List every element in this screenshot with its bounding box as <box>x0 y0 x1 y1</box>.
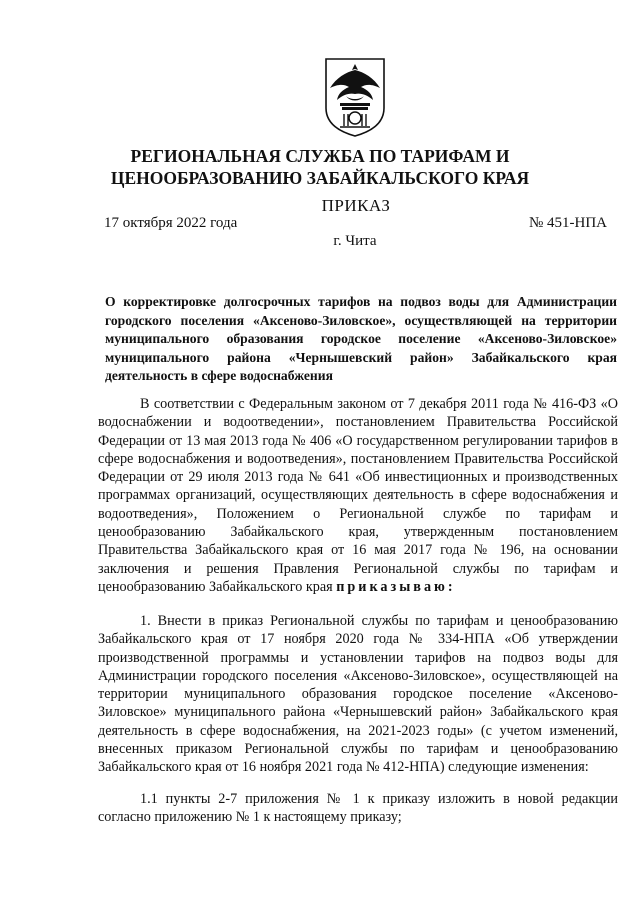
document-number: № 451-НПА <box>528 215 607 231</box>
document-type: ПРИКАЗ <box>321 196 391 215</box>
organization-title <box>0 145 640 189</box>
preamble-text: В соответствии с Федеральным законом от 7 декабря 2011 года № 416-ФЗ «О водоснабжении и водоотведении», постановлением Правительства Российской Федерации от 13 мая 2013 года № 406 «О государственном регулировании тарифов в сфере водоснабжения и водоотведения», постановлением Правительства Российской Федерации от 29 июля 2013 года № 641 «Об инвестиционных и производственных программах организаций, осуществляющих деятельность в сфере водоснабжения и водоотведения», Положением о Региональной службе по тарифам и ценообразованию Забайкальского края, утвержденным постановлением Правительства Забайкальского края от 16 мая 2017 года № 196, на основании заключения и решения Правления Региональной службы по тарифам и ценообразованию Забайкальского края <box>98 396 618 595</box>
body-paragraph-3: 1.1 пункты 2-7 приложения № 1 к приказу изложить в новой редакции согласно приложению № 1 к настоящему приказу; <box>98 791 618 826</box>
document-date: 17 октября 2022 года <box>104 215 238 231</box>
document-subject: О корректировке долгосрочных тарифов на подвоз воды для Администрации городского поселения «Аксеново-Зиловское», осуществляющей на территории муниципального образования городское поселение «Аксеново-Зиловское» муниципального района «Чернышевский район» Забайкальского края деятельность в сфере водоснабжения <box>105 294 617 383</box>
title-line-2: ЦЕНООБРАЗОВАНИЮ ЗАБАЙКАЛЬСКОГО КРАЯ <box>110 168 530 188</box>
order-word: приказываю: <box>336 578 456 595</box>
document-city: г. Чита <box>333 233 377 249</box>
title-line-1: РЕГИОНАЛЬНАЯ СЛУЖБА ПО ТАРИФАМ И <box>130 146 510 166</box>
body-paragraph-1 <box>98 395 618 596</box>
coat-of-arms-emblem <box>322 56 388 138</box>
body-paragraph-2: 1. Внести в приказ Региональной службы по тарифам и ценообразованию Забайкальского края от 17 ноября 2020 года № 334-НПА «Об утверждении производственной программы и установлении тарифов на подвоз воды для Администрации городского поселения «Аксеново-Зиловское», осуществляющей на территории муниципального образования городское поселение «Аксеново-Зиловское» муниципального района «Чернышевский район» Забайкальского края деятельность в сфере водоснабжения, на 2021-2023 годы» (с учетом изменений, внесенных приказом Региональной службы по тарифам и ценообразованию Забайкальского края от 16 ноября 2021 года № 412-НПА) следующие изменения: <box>98 613 618 776</box>
